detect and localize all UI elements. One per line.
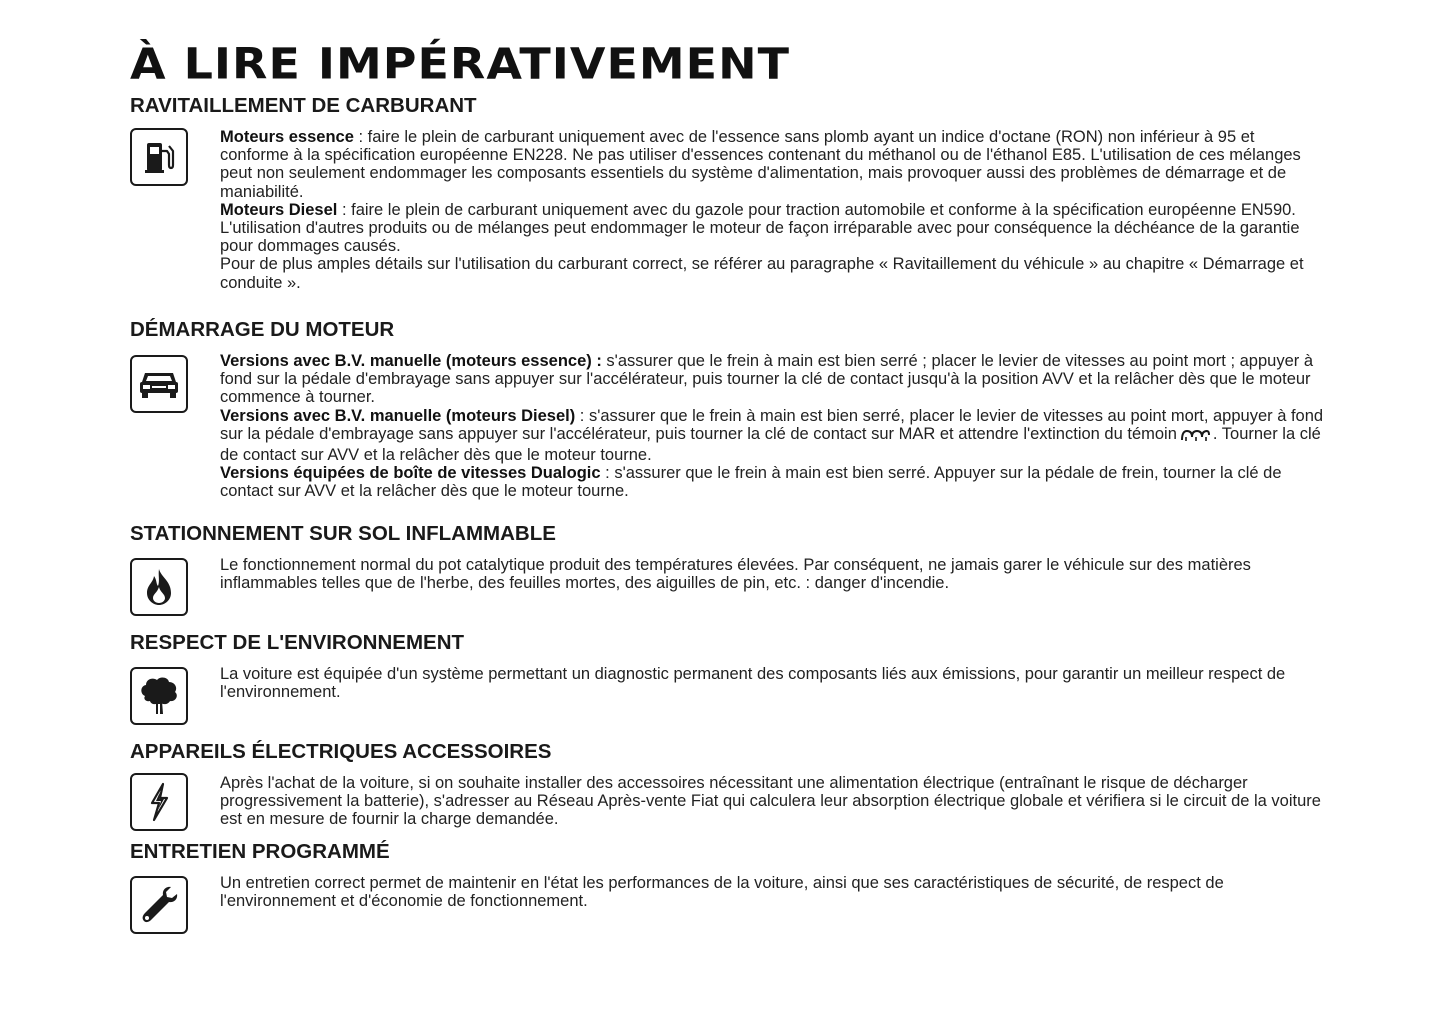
paragraph-text: : s'assurer que le frein à main est bien serré, placer le levier de vitesses au point mort, appuyer à fond sur la pédale d'embrayage sans appuyer sur l'accélérateur, puis tourner la clé de contact sur MAR et attendre l'extinction du témoin [220, 406, 1324, 443]
section-body [220, 556, 1325, 592]
section-row [130, 774, 1330, 829]
section-scheduled-maintenance [130, 840, 1330, 910]
paragraph-text: : s'assurer que le frein à main est bien serré. Appuyer sur la pédale de frein, tourner la clé de contact sur AVV et la relâcher dès que le moteur tourne. [220, 464, 1282, 501]
paragraph-text: La voiture est équipée d'un système permettant un diagnostic permanent des composants liés aux émissions, pour garantir un meilleur respect de l'environnement. [220, 665, 1286, 702]
tree-icon [130, 667, 188, 725]
paragraph-text: Un entretien correct permet de maintenir en l'état les performances de la voiture, ainsi que ses caractéristiques de sécurité, de respect de l'environnement et d'économie de fonctionnement. [220, 874, 1224, 911]
paragraph [220, 874, 1325, 910]
lightning-bolt-icon [130, 773, 188, 831]
paragraph [220, 665, 1325, 701]
section-body [220, 874, 1325, 910]
car-front-icon [130, 355, 188, 413]
paragraph-text: : faire le plein de carburant uniquement avec du gazole pour traction automobile et conforme à la spécification européenne EN590. L'utilisation d'autres produits ou de mélanges peut endommager le moteur de façon irréparable avec pour conséquence la déchéance de la garantie pour dommages causés. [220, 200, 1300, 256]
paragraph-text: Le fonctionnement normal du pot catalytique produit des températures élevées. Par conséquent, ne jamais garer le véhicule sur des matières inflammables telles que de l'herbe, des feuilles mortes, des aiguilles de pin, etc. : danger d'incendie. [220, 556, 1251, 593]
flame-icon [130, 558, 188, 616]
paragraph [220, 556, 1325, 592]
section-heading: APPAREILS ÉLECTRIQUES ACCESSOIRES [130, 740, 552, 763]
paragraph-text: : faire le plein de carburant uniquement avec de l'essence sans plomb ayant un indice d'octane (RON) non inférieur à 95 et conforme à la spécification européenne EN228. Ne pas utiliser d'essences contenant du méthanol ou de l'éthanol E85. L'utilisation de ces mélanges peut non seulement endommager les composants essentiels du système d'alimentation, mais provoquer aussi des problèmes de démarrage et de maniabilité. [220, 128, 1301, 201]
paragraph-text: s'assurer que le frein à main est bien serré ; placer le levier de vitesses au point mort ; appuyer à fond sur la pédale d'embrayage sans appuyer sur l'accélérateur, puis tourner la clé de contact jusqu'à la position AVV et la relâcher dès que le moteur commence à tourner. [220, 352, 1313, 407]
section-heading: ENTRETIEN PROGRAMMÉ [130, 840, 390, 863]
paragraph-lead: Moteurs essence [220, 128, 354, 146]
paragraph [220, 128, 1325, 201]
section-row [130, 874, 1330, 910]
section-body [220, 774, 1325, 829]
section-row [130, 128, 1330, 292]
paragraph [220, 774, 1325, 829]
paragraph-text: Après l'achat de la voiture, si on souhaite installer des accessoires nécessitant une alimentation électrique (entraînant le risque de décharger progressivement la batterie), s'adresser au Réseau Après-vente Fiat qui calculera leur absorption électrique globale et vérifiera si le circuit de la voiture est en mesure de fournir la charge demandée. [220, 774, 1321, 829]
section-body [220, 665, 1325, 701]
glow-plug-icon [1180, 428, 1210, 446]
paragraph [220, 201, 1325, 256]
section-heading: RESPECT DE L'ENVIRONNEMENT [130, 631, 465, 654]
paragraph-lead: Moteurs Diesel [220, 200, 338, 219]
page-title: À LIRE IMPÉRATIVEMENT [130, 38, 790, 89]
paragraph-text: Pour de plus amples détails sur l'utilisation du carburant correct, se référer au paragraphe « Ravitaillement du véhicule » au chapitre « Démarrage et conduite ». [220, 255, 1304, 292]
section-body [220, 128, 1325, 292]
paragraph [220, 255, 1325, 291]
section-row [130, 556, 1330, 592]
paragraph-lead: Versions avec B.V. manuelle (moteurs essence) : [220, 352, 602, 370]
paragraph-lead: Versions avec B.V. manuelle (moteurs Diesel) [220, 406, 576, 425]
section-flammable-ground [130, 522, 1330, 592]
paragraph [220, 407, 1325, 465]
section-heading: RAVITAILLEMENT DE CARBURANT [130, 94, 477, 117]
section-electrical-accessories [130, 740, 1330, 829]
section-environment [130, 631, 1330, 701]
fuel-pump-icon [130, 128, 188, 186]
paragraph [220, 352, 1325, 407]
section-row [130, 352, 1330, 501]
section-heading: DÉMARRAGE DU MOTEUR [130, 318, 395, 341]
section-engine-start [130, 318, 1330, 501]
section-row [130, 665, 1330, 701]
section-heading: STATIONNEMENT SUR SOL INFLAMMABLE [130, 522, 556, 545]
paragraph [220, 464, 1325, 500]
section-fuel [130, 94, 1330, 292]
paragraph-lead: Versions équipées de boîte de vitesses Dualogic [220, 464, 601, 483]
wrench-icon [130, 876, 188, 934]
paragraph-text-after: . Tourner la clé de contact sur AVV et la relâcher dès que le moteur tourne. [220, 424, 1321, 465]
section-body [220, 352, 1325, 501]
